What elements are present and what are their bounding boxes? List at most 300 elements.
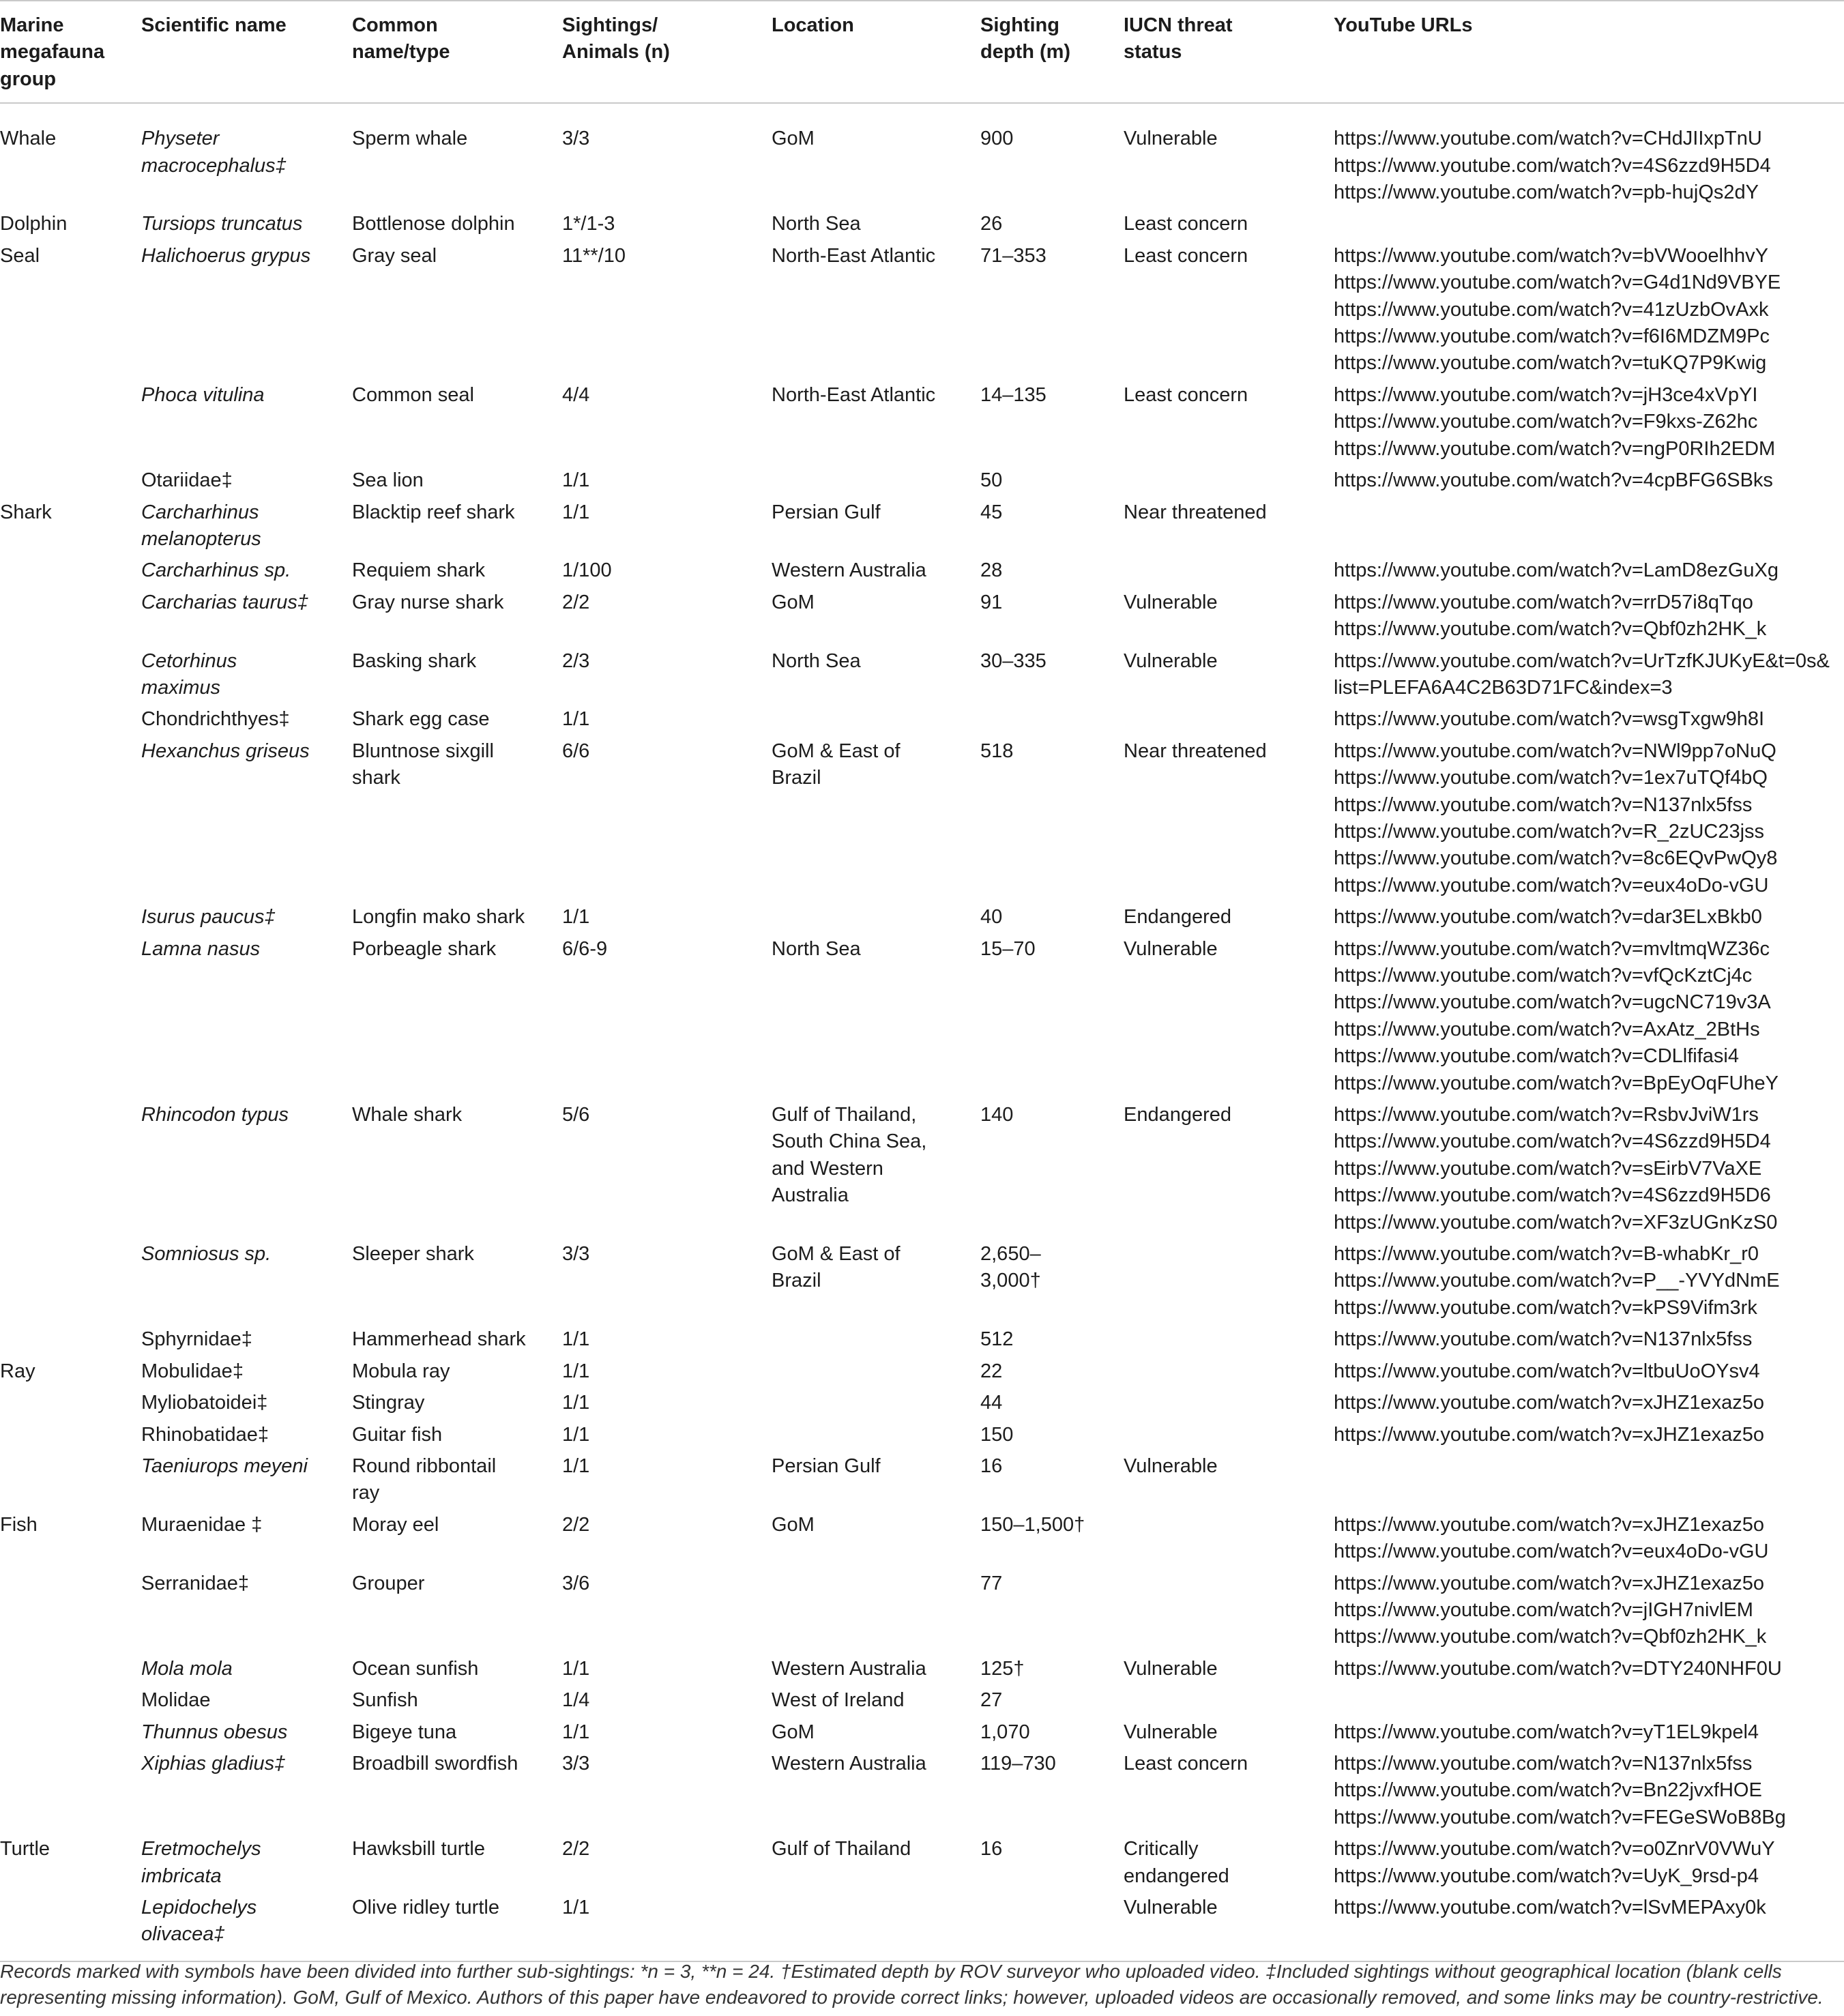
youtube-url-link[interactable]: https://www.youtube.com/watch?v=R_2zUC23jss — [1334, 820, 1765, 843]
cell-line: Mobulidae‡ — [141, 1360, 244, 1382]
depth-cell — [980, 465, 1124, 497]
table-row — [0, 1834, 1844, 1893]
sightings-value: 1/1 — [562, 906, 590, 929]
sightings-value: 1/1 — [562, 1392, 590, 1414]
header-line: status — [1124, 41, 1182, 63]
youtube-url-link[interactable]: https://www.youtube.com/watch?v=AxAtz_2BtHs — [1334, 1018, 1760, 1040]
location-cell — [772, 555, 980, 587]
youtube-url-link[interactable]: https://www.youtube.com/watch?v=wsgTxgw9h8I — [1334, 708, 1765, 731]
youtube-urls-cell — [1334, 1717, 1844, 1749]
scientific-name-cell — [141, 1834, 352, 1893]
cell-line: Gray nurse shark — [352, 591, 504, 613]
table-row — [0, 103, 1844, 209]
sightings-cell — [562, 1749, 772, 1834]
cell-line: Basking shark — [352, 649, 477, 672]
sightings-cell — [562, 1510, 772, 1568]
youtube-url-link[interactable]: https://www.youtube.com/watch?v=xJHZ1exaz5o — [1334, 1513, 1765, 1536]
youtube-url-link[interactable]: https://www.youtube.com/watch?v=rrD57i8qTqo — [1334, 591, 1753, 613]
scientific-name-cell — [141, 1100, 352, 1239]
youtube-url-link[interactable]: https://www.youtube.com/watch?v=ugcNC719v3A — [1334, 991, 1771, 1014]
group-cell — [0, 902, 141, 933]
youtube-url-link[interactable]: https://www.youtube.com/watch?v=ngP0RIh2EDM — [1334, 437, 1776, 460]
youtube-urls-cell — [1334, 103, 1844, 209]
header-depth — [980, 1, 1124, 103]
youtube-url-link[interactable]: https://www.youtube.com/watch?v=sEirbV7VaXE — [1334, 1157, 1762, 1180]
group-cell — [0, 555, 141, 587]
common-name-cell — [352, 902, 562, 933]
group-cell — [0, 736, 141, 902]
common-name-cell — [352, 1356, 562, 1388]
youtube-url-link[interactable]: https://www.youtube.com/watch?v=N137nlx5fss — [1334, 793, 1753, 816]
location-cell — [772, 209, 980, 240]
cell-line: Serranidae‡ — [141, 1572, 249, 1594]
youtube-url-link[interactable]: https://www.youtube.com/watch?v=lSvMEPAxy0k — [1334, 1897, 1766, 1918]
header-line: Marine — [0, 14, 64, 36]
group-label: Dolphin — [0, 213, 68, 235]
common-name-cell — [352, 465, 562, 497]
depth-cell — [980, 209, 1124, 240]
cell-line: GoM — [772, 128, 815, 150]
youtube-urls-cell — [1334, 1749, 1844, 1834]
youtube-url-link[interactable]: https://www.youtube.com/watch?v=eux4oDo-vGU — [1334, 1540, 1769, 1563]
cell-line: 30–335 — [980, 649, 1047, 672]
scientific-name-cell — [141, 934, 352, 1100]
sightings-cell — [562, 1834, 772, 1893]
common-name-cell — [352, 1749, 562, 1834]
youtube-urls-cell — [1334, 1324, 1844, 1356]
common-name-cell — [352, 1893, 562, 1961]
cell-line: Tursiops truncatus — [141, 213, 303, 235]
scientific-name-cell — [141, 1324, 352, 1356]
group-cell — [0, 380, 141, 465]
location-cell — [772, 587, 980, 646]
iucn-status-cell — [1124, 555, 1334, 587]
table-row — [0, 587, 1844, 646]
common-name-cell — [352, 1685, 562, 1716]
depth-cell — [980, 1834, 1124, 1893]
sightings-value: 3/3 — [562, 128, 590, 150]
cell-line: 2,650– — [980, 1243, 1041, 1266]
depth-cell — [980, 1510, 1124, 1568]
youtube-urls-cell — [1334, 1388, 1844, 1419]
group-label: Shark — [0, 501, 52, 523]
iucn-status-cell — [1124, 1451, 1334, 1510]
header-iucn — [1124, 1, 1334, 103]
sightings-value: 1/1 — [562, 1360, 590, 1382]
scientific-name-cell — [141, 103, 352, 209]
common-name-cell — [352, 1100, 562, 1239]
cell-line: Western Australia — [772, 1752, 926, 1774]
depth-cell — [980, 704, 1124, 735]
sightings-cell — [562, 646, 772, 705]
cell-line: Vulnerable — [1124, 937, 1218, 960]
youtube-urls-cell — [1334, 902, 1844, 933]
youtube-url-link[interactable]: https://www.youtube.com/watch?v=o0ZnrV0VWuY — [1334, 1838, 1775, 1860]
youtube-url-link[interactable]: https://www.youtube.com/watch?v=vfQcKztCj4c — [1334, 965, 1753, 987]
cell-line: Chondrichthyes‡ — [141, 708, 290, 731]
cell-line: Guitar fish — [352, 1423, 443, 1446]
cell-line: Gulf of Thailand, — [772, 1104, 917, 1126]
table-row — [0, 1324, 1844, 1356]
sightings-value: 3/6 — [562, 1572, 590, 1594]
footnote-text: Records marked with symbols have been divided into further sub-sightings: *n = 3, **n = 24. †Estimated depth by ROV surveyor who uploaded video. ‡Included sightings without geographical location (blank cells representing missing information). GoM, Gulf of Mexico. Authors of this paper have endeavored to provide correct links; however, uploaded videos are occasionally removed, and some links may be country-restrictive. — [0, 1961, 1824, 2008]
youtube-urls-cell — [1334, 704, 1844, 735]
depth-cell — [980, 555, 1124, 587]
depth-cell — [980, 1388, 1124, 1419]
group-label: Fish — [0, 1513, 38, 1536]
depth-cell — [980, 1324, 1124, 1356]
youtube-url-link[interactable]: https://www.youtube.com/watch?v=P__-YVYdNmE — [1334, 1270, 1780, 1292]
sightings-value: 1/1 — [562, 1897, 590, 1918]
youtube-url-link[interactable]: https://www.youtube.com/watch?v=Qbf0zh2HK_k — [1334, 1626, 1767, 1648]
sightings-value: 2/3 — [562, 649, 590, 672]
common-name-cell — [352, 1834, 562, 1893]
cell-line: Least concern — [1124, 213, 1248, 235]
youtube-url-link[interactable]: https://www.youtube.com/watch?v=eux4oDo-vGU — [1334, 874, 1769, 896]
common-name-cell — [352, 736, 562, 902]
iucn-status-cell — [1124, 241, 1334, 380]
youtube-url-link[interactable]: https://www.youtube.com/watch?v=RsbvJviW1rs — [1334, 1104, 1759, 1126]
cell-line: 44 — [980, 1392, 1003, 1414]
cell-line: Lamna nasus — [141, 937, 261, 960]
iucn-status-cell — [1124, 1685, 1334, 1716]
youtube-url-link[interactable]: https://www.youtube.com/watch?v=tuKQ7P9Kwig — [1334, 352, 1767, 375]
youtube-url-link[interactable]: https://www.youtube.com/watch?v=UyK_9rsd-p4 — [1334, 1865, 1759, 1887]
youtube-url-link[interactable]: https://www.youtube.com/watch?v=N137nlx5fss — [1334, 1328, 1753, 1351]
youtube-url-link[interactable]: https://www.youtube.com/watch?v=FEGeSWoB8Bg — [1334, 1806, 1786, 1828]
youtube-urls-cell — [1334, 587, 1844, 646]
youtube-url-link[interactable]: list=PLEFA6A4C2B63D71FC&index=3 — [1334, 676, 1673, 699]
depth-cell — [980, 736, 1124, 902]
scientific-name-cell — [141, 1568, 352, 1654]
youtube-url-link[interactable]: https://www.youtube.com/watch?v=mvltmqWZ36c — [1334, 937, 1770, 960]
youtube-url-link[interactable]: https://www.youtube.com/watch?v=ltbuUoOYsv4 — [1334, 1360, 1760, 1382]
cell-line: 3,000† — [980, 1270, 1041, 1292]
sightings-value: 3/3 — [562, 1243, 590, 1266]
scientific-name-cell — [141, 736, 352, 902]
youtube-url-link[interactable]: https://www.youtube.com/watch?v=xJHZ1exaz5o — [1334, 1572, 1765, 1594]
table-row — [0, 241, 1844, 380]
header-line: IUCN threat — [1124, 14, 1233, 36]
scientific-name-cell — [141, 902, 352, 933]
youtube-url-link[interactable]: https://www.youtube.com/watch?v=UrTzfKJUKyE&t=0s& — [1334, 649, 1830, 672]
cell-line: Near threatened — [1124, 501, 1267, 523]
cell-line: Molidae — [141, 1689, 211, 1712]
cell-line: North Sea — [772, 213, 861, 235]
table-footnote — [0, 1959, 1844, 2011]
scientific-name-cell — [141, 587, 352, 646]
table-row — [0, 1420, 1844, 1451]
header-line: depth (m) — [980, 41, 1071, 63]
iucn-status-cell — [1124, 209, 1334, 240]
scientific-name-cell — [141, 497, 352, 556]
cell-line: Sunfish — [352, 1689, 418, 1712]
youtube-url-link[interactable]: https://www.youtube.com/watch?v=CHdJIIxpTnU — [1334, 128, 1762, 150]
cell-line: and Western — [772, 1157, 883, 1180]
sightings-cell — [562, 1451, 772, 1510]
table-row — [0, 1451, 1844, 1510]
sightings-cell — [562, 209, 772, 240]
header-line: YouTube URLs — [1334, 14, 1473, 36]
youtube-urls-cell — [1334, 465, 1844, 497]
depth-cell — [980, 934, 1124, 1100]
cell-line: Thunnus obesus — [141, 1721, 288, 1743]
youtube-url-link[interactable]: https://www.youtube.com/watch?v=jIGH7nivlEM — [1334, 1598, 1753, 1621]
youtube-url-link[interactable]: https://www.youtube.com/watch?v=Qbf0zh2HK_k — [1334, 618, 1767, 641]
youtube-url-link[interactable]: https://www.youtube.com/watch?v=bVWooelhhvY — [1334, 244, 1768, 267]
youtube-url-link[interactable]: https://www.youtube.com/watch?v=4cpBFG6SBks — [1334, 469, 1773, 492]
youtube-url-link[interactable]: https://www.youtube.com/watch?v=dar3ELxBkb0 — [1334, 906, 1762, 929]
cell-line: Xiphias gladius‡ — [141, 1752, 286, 1774]
sightings-cell — [562, 1717, 772, 1749]
group-cell — [0, 587, 141, 646]
cell-line: Sphyrnidae‡ — [141, 1328, 252, 1351]
cell-line: 28 — [980, 559, 1003, 582]
location-cell — [772, 1324, 980, 1356]
depth-cell — [980, 587, 1124, 646]
youtube-url-link[interactable]: https://www.youtube.com/watch?v=1ex7uTQf4bQ — [1334, 767, 1768, 789]
depth-cell — [980, 1749, 1124, 1834]
header-line: Common — [352, 14, 438, 36]
location-cell — [772, 497, 980, 556]
cell-line: 22 — [980, 1360, 1003, 1382]
youtube-urls-cell — [1334, 497, 1844, 556]
group-cell — [0, 497, 141, 556]
depth-cell — [980, 497, 1124, 556]
location-cell — [772, 1420, 980, 1451]
sightings-value: 11**/10 — [562, 244, 626, 267]
sightings-cell — [562, 380, 772, 465]
sightings-cell — [562, 1388, 772, 1419]
youtube-urls-cell — [1334, 380, 1844, 465]
table-row — [0, 1685, 1844, 1716]
cell-line: Critically — [1124, 1838, 1199, 1860]
sightings-cell — [562, 1893, 772, 1961]
scientific-name-cell — [141, 209, 352, 240]
group-cell — [0, 465, 141, 497]
cell-line: Somniosus sp. — [141, 1243, 272, 1266]
scientific-name-cell — [141, 1239, 352, 1324]
group-cell — [0, 704, 141, 735]
common-name-cell — [352, 1388, 562, 1419]
location-cell — [772, 1568, 980, 1654]
sightings-value: 6/6-9 — [562, 937, 608, 960]
cell-line: Grouper — [352, 1572, 425, 1594]
location-cell — [772, 1834, 980, 1893]
scientific-name-cell — [141, 646, 352, 705]
iucn-status-cell — [1124, 1239, 1334, 1324]
cell-line: Bluntnose sixgill — [352, 740, 494, 762]
cell-line: GoM — [772, 591, 815, 613]
youtube-url-link[interactable]: https://www.youtube.com/watch?v=N137nlx5fss — [1334, 1752, 1753, 1774]
youtube-url-link[interactable]: https://www.youtube.com/watch?v=F9kxs-Z62hc — [1334, 411, 1758, 433]
youtube-url-link[interactable]: https://www.youtube.com/watch?v=4S6zzd9H5D6 — [1334, 1184, 1771, 1207]
youtube-urls-cell — [1334, 209, 1844, 240]
scientific-name-cell — [141, 555, 352, 587]
youtube-url-link[interactable]: https://www.youtube.com/watch?v=XF3zUGnKzS0 — [1334, 1211, 1778, 1233]
cell-line: Otariidae‡ — [141, 469, 233, 492]
cell-line: Sea lion — [352, 469, 424, 492]
sightings-value: 3/3 — [562, 1752, 590, 1774]
youtube-url-link[interactable]: https://www.youtube.com/watch?v=pb-hujQs2dY — [1334, 181, 1759, 204]
youtube-url-link[interactable]: https://www.youtube.com/watch?v=41zUzbOvAxk — [1334, 298, 1769, 321]
cell-line: 26 — [980, 213, 1003, 235]
iucn-status-cell — [1124, 902, 1334, 933]
youtube-url-link[interactable]: https://www.youtube.com/watch?v=DTY240NHF0U — [1334, 1657, 1782, 1680]
cell-line: Physeter — [141, 128, 220, 150]
cell-line: West of Ireland — [772, 1689, 905, 1712]
group-cell — [0, 1388, 141, 1419]
scientific-name-cell — [141, 1356, 352, 1388]
location-cell — [772, 704, 980, 735]
header-line: Sighting — [980, 14, 1059, 36]
cell-line: Carcharias taurus‡ — [141, 591, 308, 613]
depth-cell — [980, 1100, 1124, 1239]
youtube-url-link[interactable]: https://www.youtube.com/watch?v=yT1EL9kpel4 — [1334, 1721, 1759, 1743]
youtube-urls-cell — [1334, 1451, 1844, 1510]
cell-line: Vulnerable — [1124, 591, 1218, 613]
table-row — [0, 902, 1844, 933]
cell-line: maximus — [141, 676, 221, 699]
table-row — [0, 736, 1844, 902]
youtube-urls-cell — [1334, 646, 1844, 705]
cell-line: Phoca vitulina — [141, 383, 265, 406]
depth-cell — [980, 103, 1124, 209]
youtube-url-link[interactable]: https://www.youtube.com/watch?v=jH3ce4xVpYI — [1334, 383, 1758, 406]
cell-line: Endangered — [1124, 906, 1232, 929]
sightings-value: 6/6 — [562, 740, 590, 762]
youtube-url-link[interactable]: https://www.youtube.com/watch?v=B-whabKr_r0 — [1334, 1243, 1759, 1266]
cell-line: melanopterus — [141, 527, 261, 550]
iucn-status-cell — [1124, 1420, 1334, 1451]
youtube-url-link[interactable]: https://www.youtube.com/watch?v=xJHZ1exaz5o — [1334, 1423, 1765, 1446]
cell-line: 119–730 — [980, 1752, 1056, 1774]
youtube-urls-cell — [1334, 736, 1844, 902]
youtube-url-link[interactable]: https://www.youtube.com/watch?v=8c6EQvPwQy8 — [1334, 847, 1778, 870]
scientific-name-cell — [141, 1654, 352, 1685]
location-cell — [772, 1654, 980, 1685]
table-row — [0, 380, 1844, 465]
group-cell — [0, 1420, 141, 1451]
youtube-url-link[interactable]: https://www.youtube.com/watch?v=G4d1Nd9VBYE — [1334, 272, 1781, 294]
scientific-name-cell — [141, 1388, 352, 1419]
cell-line: 27 — [980, 1689, 1003, 1712]
sightings-cell — [562, 555, 772, 587]
common-name-cell — [352, 497, 562, 556]
sightings-value: 1/4 — [562, 1689, 590, 1712]
sightings-cell — [562, 103, 772, 209]
sightings-cell — [562, 1356, 772, 1388]
table-row — [0, 1100, 1844, 1239]
scientific-name-cell — [141, 1451, 352, 1510]
cell-line: 140 — [980, 1104, 1014, 1126]
youtube-url-link[interactable]: https://www.youtube.com/watch?v=BpEyOqFUheY — [1334, 1072, 1779, 1094]
iucn-status-cell — [1124, 587, 1334, 646]
cell-line: 1,070 — [980, 1721, 1030, 1743]
youtube-url-link[interactable]: https://www.youtube.com/watch?v=NWl9pp7oNuQ — [1334, 740, 1776, 762]
cell-line: Persian Gulf — [772, 501, 881, 523]
cell-line: GoM & East of — [772, 740, 901, 762]
cell-line: 45 — [980, 501, 1003, 523]
cell-line: Cetorhinus — [141, 649, 237, 672]
header-scientific-name — [141, 1, 352, 103]
iucn-status-cell — [1124, 380, 1334, 465]
youtube-url-link[interactable]: https://www.youtube.com/watch?v=kPS9Vifm3rk — [1334, 1296, 1757, 1319]
location-cell — [772, 902, 980, 933]
youtube-url-link[interactable]: https://www.youtube.com/watch?v=4S6zzd9H5D4 — [1334, 154, 1771, 177]
iucn-status-cell — [1124, 1749, 1334, 1834]
header-row — [0, 1, 1844, 103]
youtube-url-link[interactable]: https://www.youtube.com/watch?v=CDLlfifasi4 — [1334, 1045, 1739, 1068]
cell-line: 40 — [980, 906, 1003, 929]
cell-line: Vulnerable — [1124, 1657, 1218, 1680]
common-name-cell — [352, 241, 562, 380]
youtube-url-link[interactable]: https://www.youtube.com/watch?v=xJHZ1exaz5o — [1334, 1392, 1765, 1414]
sightings-value: 2/2 — [562, 1513, 590, 1536]
cell-line: South China Sea, — [772, 1130, 927, 1153]
scientific-name-cell — [141, 1685, 352, 1716]
group-cell — [0, 1451, 141, 1510]
depth-cell — [980, 1893, 1124, 1961]
sightings-cell — [562, 1420, 772, 1451]
cell-line: Brazil — [772, 767, 821, 789]
header-sightings — [562, 1, 772, 103]
group-cell — [0, 1324, 141, 1356]
youtube-urls-cell — [1334, 1654, 1844, 1685]
youtube-url-link[interactable]: https://www.youtube.com/watch?v=LamD8ezGuXg — [1334, 559, 1779, 582]
iucn-status-cell — [1124, 1834, 1334, 1893]
location-cell — [772, 241, 980, 380]
table-header — [0, 1, 1844, 103]
header-line: megafauna — [0, 41, 105, 63]
scientific-name-cell — [141, 380, 352, 465]
cell-line: olivacea‡ — [141, 1923, 225, 1946]
group-cell — [0, 1749, 141, 1834]
cell-line: imbricata — [141, 1865, 222, 1887]
sightings-value: 1/1 — [562, 469, 590, 492]
location-cell — [772, 1893, 980, 1961]
iucn-status-cell — [1124, 1324, 1334, 1356]
group-cell — [0, 1685, 141, 1716]
youtube-urls-cell — [1334, 1510, 1844, 1568]
scientific-name-cell — [141, 1717, 352, 1749]
youtube-url-link[interactable]: https://www.youtube.com/watch?v=4S6zzd9H5D4 — [1334, 1130, 1771, 1153]
youtube-url-link[interactable]: https://www.youtube.com/watch?v=f6I6MDZM9Pc — [1334, 325, 1770, 348]
sightings-cell — [562, 736, 772, 902]
iucn-status-cell — [1124, 1568, 1334, 1654]
cell-line: GoM — [772, 1721, 815, 1743]
youtube-urls-cell — [1334, 934, 1844, 1100]
cell-line: Least concern — [1124, 244, 1248, 267]
youtube-url-link[interactable]: https://www.youtube.com/watch?v=Bn22jvxfHOE — [1334, 1779, 1762, 1802]
cell-line: Lepidochelys — [141, 1897, 257, 1918]
cell-line: GoM & East of — [772, 1243, 901, 1266]
sightings-cell — [562, 497, 772, 556]
table-row — [0, 1239, 1844, 1324]
group-cell — [0, 1568, 141, 1654]
cell-line: 50 — [980, 469, 1003, 492]
depth-cell — [980, 646, 1124, 705]
common-name-cell — [352, 209, 562, 240]
header-line: Location — [772, 14, 854, 36]
cell-line: 15–70 — [980, 937, 1036, 960]
location-cell — [772, 646, 980, 705]
common-name-cell — [352, 587, 562, 646]
group-cell — [0, 1100, 141, 1239]
sightings-value: 1/1 — [562, 501, 590, 523]
sightings-value: 1/1 — [562, 1455, 590, 1477]
header-location — [772, 1, 980, 103]
